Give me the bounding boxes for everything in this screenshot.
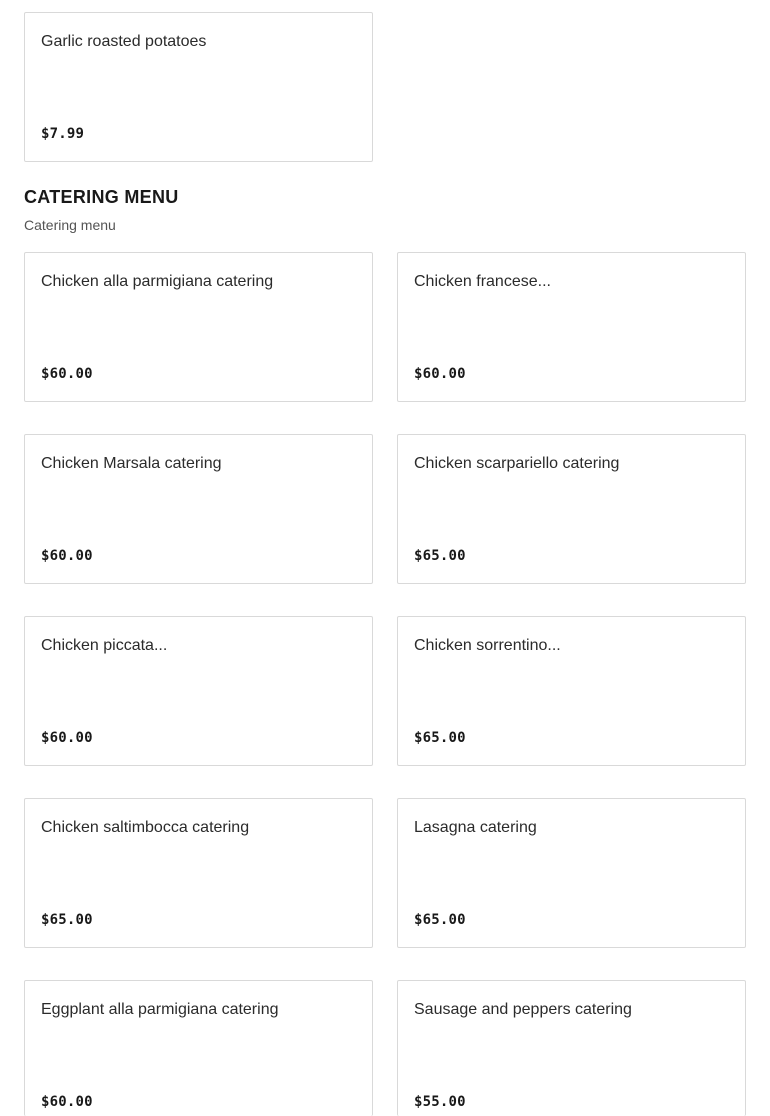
menu-item-price: $60.00 (41, 730, 93, 746)
menu-item-card[interactable] (24, 616, 373, 766)
menu-item-name: Sausage and peppers catering (414, 1001, 632, 1018)
menu-item-price: $65.00 (414, 912, 466, 928)
menu-item-card[interactable] (24, 12, 373, 162)
menu-item-price: $60.00 (41, 1094, 93, 1110)
menu-item-card[interactable] (397, 434, 746, 584)
menu-item-price: $60.00 (414, 366, 466, 382)
menu-item-price: $55.00 (414, 1094, 466, 1110)
menu-item-card[interactable] (24, 434, 373, 584)
menu-item-price: $65.00 (414, 730, 466, 746)
menu-item-price: $65.00 (41, 912, 93, 928)
menu-item-card[interactable] (397, 616, 746, 766)
menu-item-card[interactable] (397, 980, 746, 1116)
menu-item-name: Lasagna catering (414, 819, 537, 836)
menu-item-price: $60.00 (41, 366, 93, 382)
menu-item-price: $65.00 (414, 548, 466, 564)
menu-item-card[interactable] (24, 798, 373, 948)
menu-item-name: Chicken piccata... (41, 637, 168, 654)
menu-item-price: $60.00 (41, 548, 93, 564)
section-title: CATERING MENU (24, 187, 179, 207)
menu-item-card[interactable] (397, 252, 746, 402)
menu-item-name: Eggplant alla parmigiana catering (41, 1001, 279, 1018)
menu-item-card[interactable] (24, 252, 373, 402)
menu-item-name: Chicken francese... (414, 273, 551, 290)
menu-item-name: Chicken alla parmigiana catering (41, 273, 274, 290)
menu-item-name: Chicken Marsala catering (41, 455, 222, 472)
menu-item-name: Chicken sorrentino... (414, 637, 561, 654)
menu-item-name: Garlic roasted potatoes (41, 33, 207, 50)
menu-item-card[interactable] (24, 980, 373, 1116)
menu-item-name: Chicken saltimbocca catering (41, 819, 250, 836)
menu-item-name: Chicken scarpariello catering (414, 455, 620, 472)
menu-item-price: $7.99 (41, 126, 85, 142)
menu-item-card[interactable] (397, 798, 746, 948)
section-subtitle: Catering menu (24, 217, 116, 233)
